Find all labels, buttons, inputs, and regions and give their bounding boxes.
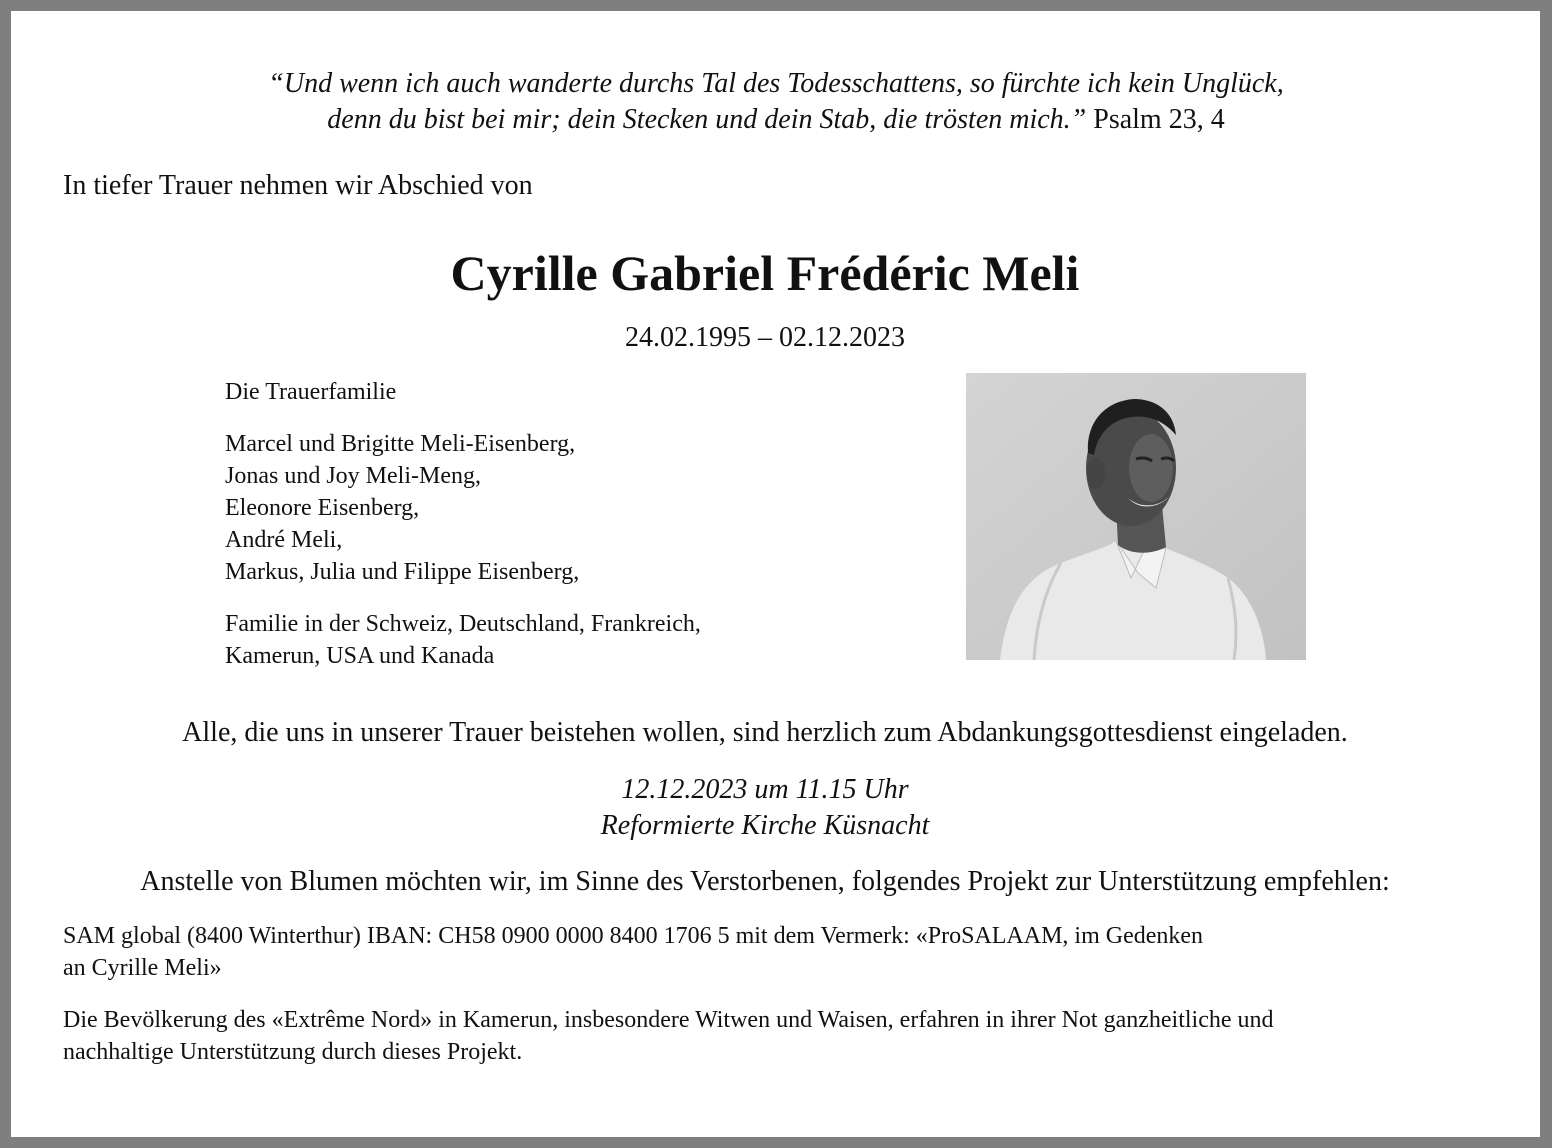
donation-info: [63, 920, 1363, 1088]
extended-family-line: Kamerun, USA und Kanada: [225, 643, 495, 669]
service-details: [0, 772, 1530, 844]
donation-line-2: an Cyrille Meli»: [63, 955, 222, 981]
family-block: [225, 376, 865, 672]
extended-family-line: Familie in der Schweiz, Deutschland, Frankreich,: [225, 611, 701, 637]
flowers-notice: Anstelle von Blumen möchten wir, im Sinne des Verstorbenen, folgendes Projekt zur Unterstützung empfehlen:: [140, 866, 1390, 897]
project-description: [63, 1004, 1363, 1068]
intro-text: In tiefer Trauer nehmen wir Abschied von: [63, 170, 533, 201]
invitation-text: Alle, die uns in unserer Trauer beistehen wollen, sind herzlich zum Abdankungsgottesdienst eingeladen.: [182, 717, 1348, 748]
life-dates: 24.02.1995 – 02.12.2023: [625, 322, 905, 353]
portrait-photo: [966, 373, 1306, 660]
family-member: Jonas und Joy Meli-Meng,: [225, 463, 481, 489]
family-member: Markus, Julia und Filippe Eisenberg,: [225, 559, 580, 585]
family-member: Marcel und Brigitte Meli-Eisenberg,: [225, 431, 576, 457]
donation-account: [63, 920, 1363, 984]
family-members: [225, 428, 865, 588]
service-location: Reformierte Kirche Küsnacht: [600, 810, 930, 841]
quote-line-1: “Und wenn ich auch wanderte durchs Tal des Todesschattens, so fürchte ich kein Unglück,: [268, 68, 1284, 99]
family-member: Eleonore Eisenberg,: [225, 495, 420, 521]
psalm-quote: [0, 66, 1552, 138]
extended-family: [225, 608, 865, 672]
donation-line-1: SAM global (8400 Winterthur) IBAN: CH58 0900 0000 8400 1706 5 mit dem Vermerk: «ProSALAAM, im Gedenken: [63, 923, 1204, 949]
quote-reference: Psalm 23, 4: [1093, 104, 1225, 135]
project-description-line-1: Die Bevölkerung des «Extrême Nord» in Kamerun, insbesondere Witwen und Waisen, erfahren in ihrer Not ganzheitliche und: [63, 1007, 1274, 1033]
service-datetime: 12.12.2023 um 11.15 Uhr: [621, 774, 909, 805]
family-member: André Meli,: [225, 527, 343, 553]
deceased-name: Cyrille Gabriel Frédéric Meli: [450, 245, 1080, 301]
quote-line-2: denn du bist bei mir; dein Stecken und dein Stab, die trösten mich.”: [327, 104, 1087, 135]
project-description-line-2: nachhaltige Unterstützung durch dieses Projekt.: [63, 1039, 523, 1065]
portrait-illustration: [966, 373, 1306, 660]
family-heading: Die Trauerfamilie: [225, 379, 397, 405]
